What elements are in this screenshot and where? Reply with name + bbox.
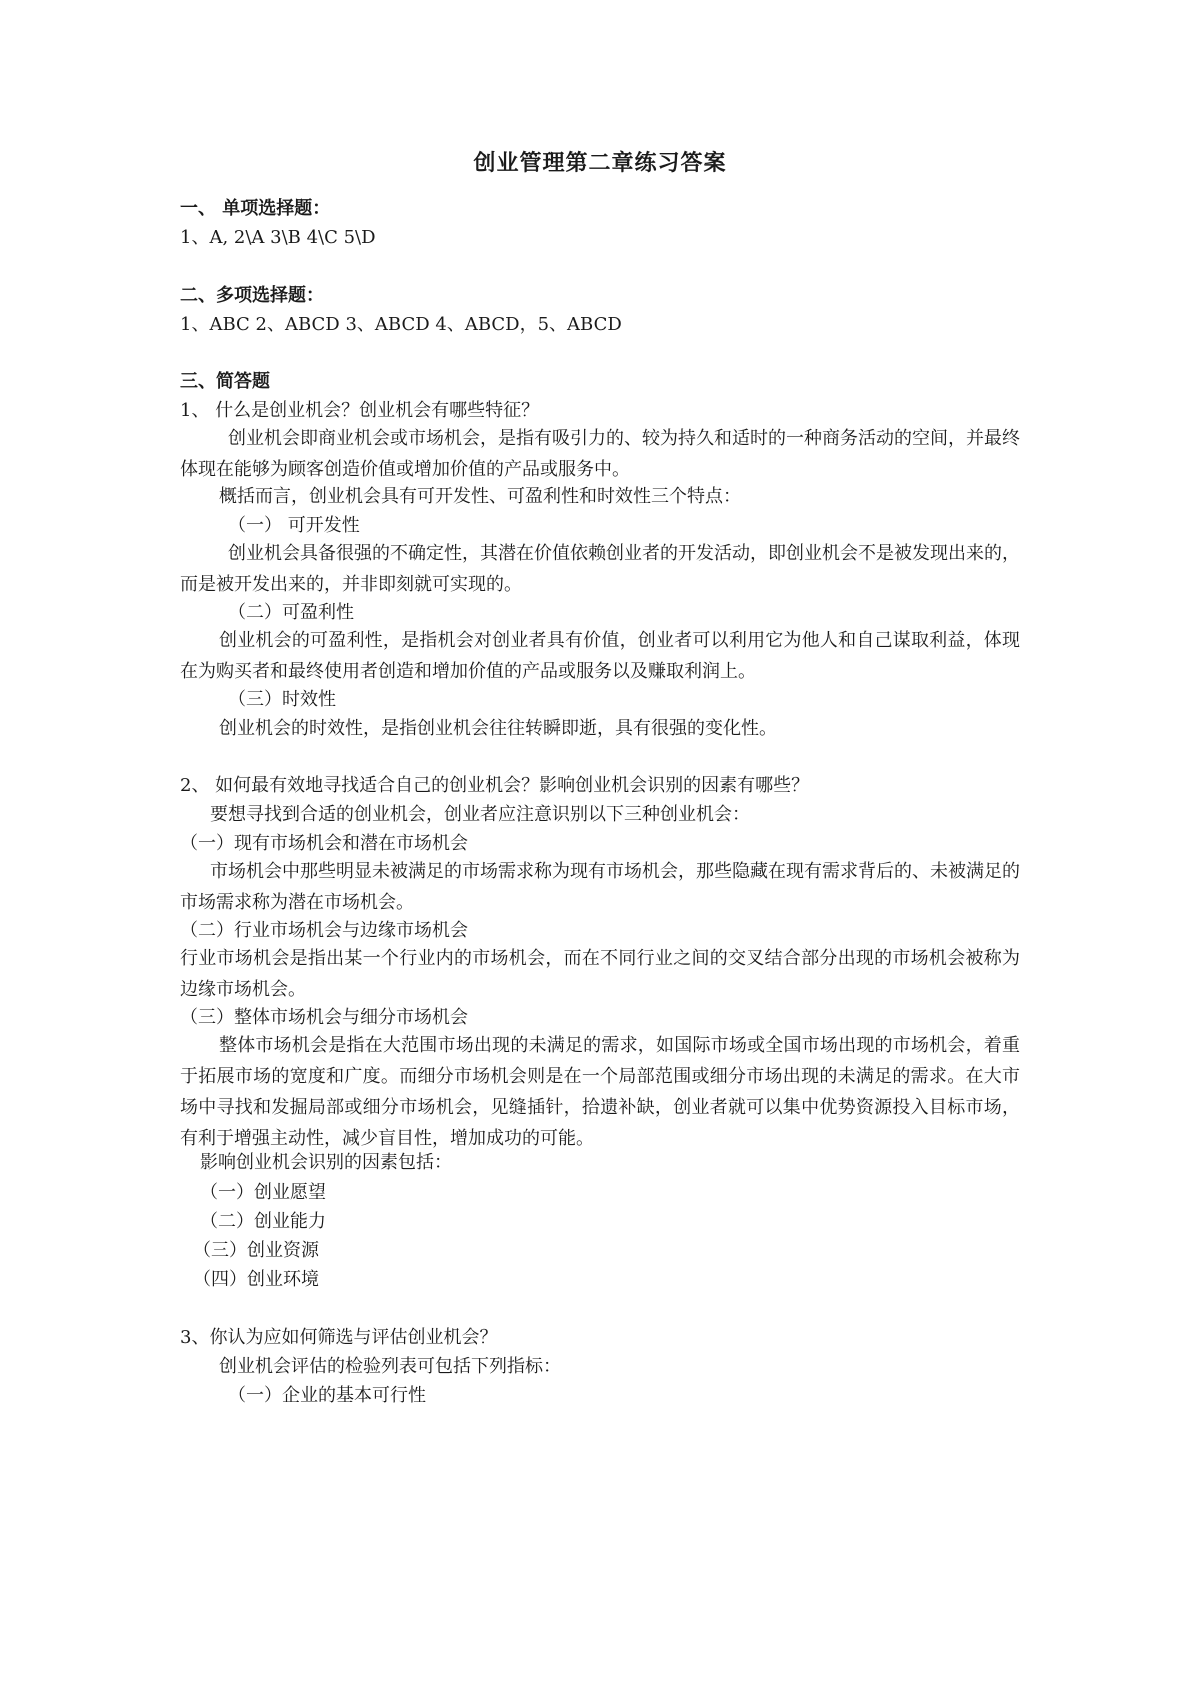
q2-factor-resources: （三）创业资源 <box>193 1240 319 1261</box>
q2-factor-desire: （一）创业愿望 <box>200 1182 326 1203</box>
question-2: 2、 如何最有效地寻找适合自己的创业机会？影响创业机会识别的因素有哪些？ <box>180 775 810 796</box>
q2-paragraph-industry-marginal: 行业市场机会是指出某一个行业内的市场机会，而在不同行业之间的交叉结合部分出现的市场机会被称为边缘市场机会。 <box>180 948 1020 1000</box>
q1-paragraph-timeliness: 创业机会的时效性，是指创业机会往往转瞬即逝，具有很强的变化性。 <box>219 718 777 739</box>
q1-subheading-developable: （一） 可开发性 <box>228 515 360 536</box>
q1-subheading-profitable: （二）可盈利性 <box>228 602 354 623</box>
multiple-choice-answers: 1、ABC 2、ABCD 3、ABCD 4、ABCD，5、ABCD <box>180 314 622 335</box>
q1-paragraph-definition: 创业机会即商业机会或市场机会，是指有吸引力的、较为持久和适时的一种商务活动的空间，并最终体现在能够为顾客创造价值或增加价值的产品或服务中。 <box>180 428 1020 480</box>
q1-subheading-timeliness: （三）时效性 <box>228 689 336 710</box>
q2-paragraph-overall-segment: 整体市场机会是指在大范围市场出现的未满足的需求，如国际市场或全国市场出现的市场机会，着重于拓展市场的宽度和广度。而细分市场机会则是在一个局部范围或细分市场出现的未满足的需求。在大市场中寻找和发掘局部或细分市场机会，见缝插针，拾遗补缺，创业者就可以集中优势资源投入目标市场，有利于增强主动性，减少盲目性，增加成功的可能。 <box>180 1035 1020 1149</box>
q2-factor-environment: （四）创业环境 <box>193 1269 319 1290</box>
q2-paragraph-existing-potential: 市场机会中那些明显未被满足的市场需求称为现有市场机会，那些隐藏在现有需求背后的、未被满足的市场需求称为潜在市场机会。 <box>180 861 1020 913</box>
q2-factor-ability: （二）创业能力 <box>200 1211 326 1232</box>
question-3: 3、你认为应如何筛选与评估创业机会？ <box>180 1327 498 1348</box>
q1-paragraph-developable: 创业机会具备很强的不确定性，其潜在价值依赖创业者的开发活动，即创业机会不是被发现出来的，而是被开发出来的，并非即刻就可实现的。 <box>180 543 1020 595</box>
page-title: 创业管理第二章练习答案 <box>473 151 727 176</box>
section-heading-short-answer: 三、简答题 <box>180 371 270 392</box>
section-heading-multiple-choice: 二、多项选择题： <box>180 285 324 306</box>
single-choice-answers: 1、A, 2\A 3\B 4\C 5\D <box>180 227 376 248</box>
q2-subheading-existing-potential: （一）现有市场机会和潜在市场机会 <box>180 833 468 854</box>
q2-factors-intro: 影响创业机会识别的因素包括： <box>200 1152 452 1173</box>
q2-subheading-overall-segment: （三）整体市场机会与细分市场机会 <box>180 1007 468 1028</box>
q3-intro: 创业机会评估的检验列表可包括下列指标： <box>219 1356 561 1377</box>
q1-paragraph-profitable: 创业机会的可盈利性，是指机会对创业者具有价值，创业者可以利用它为他人和自己谋取利益，体现在为购买者和最终使用者创造和增加价值的产品或服务以及赚取利润上。 <box>180 630 1020 682</box>
q3-subheading-feasibility: （一）企业的基本可行性 <box>228 1385 426 1406</box>
q2-intro: 要想寻找到合适的创业机会，创业者应注意识别以下三种创业机会： <box>210 804 750 825</box>
q1-paragraph-summary: 概括而言，创业机会具有可开发性、可盈利性和时效性三个特点： <box>219 486 741 507</box>
question-1: 1、 什么是创业机会？创业机会有哪些特征？ <box>180 400 540 421</box>
section-heading-single-choice: 一、 单项选择题： <box>180 198 331 219</box>
q2-subheading-industry-marginal: （二）行业市场机会与边缘市场机会 <box>180 920 468 941</box>
